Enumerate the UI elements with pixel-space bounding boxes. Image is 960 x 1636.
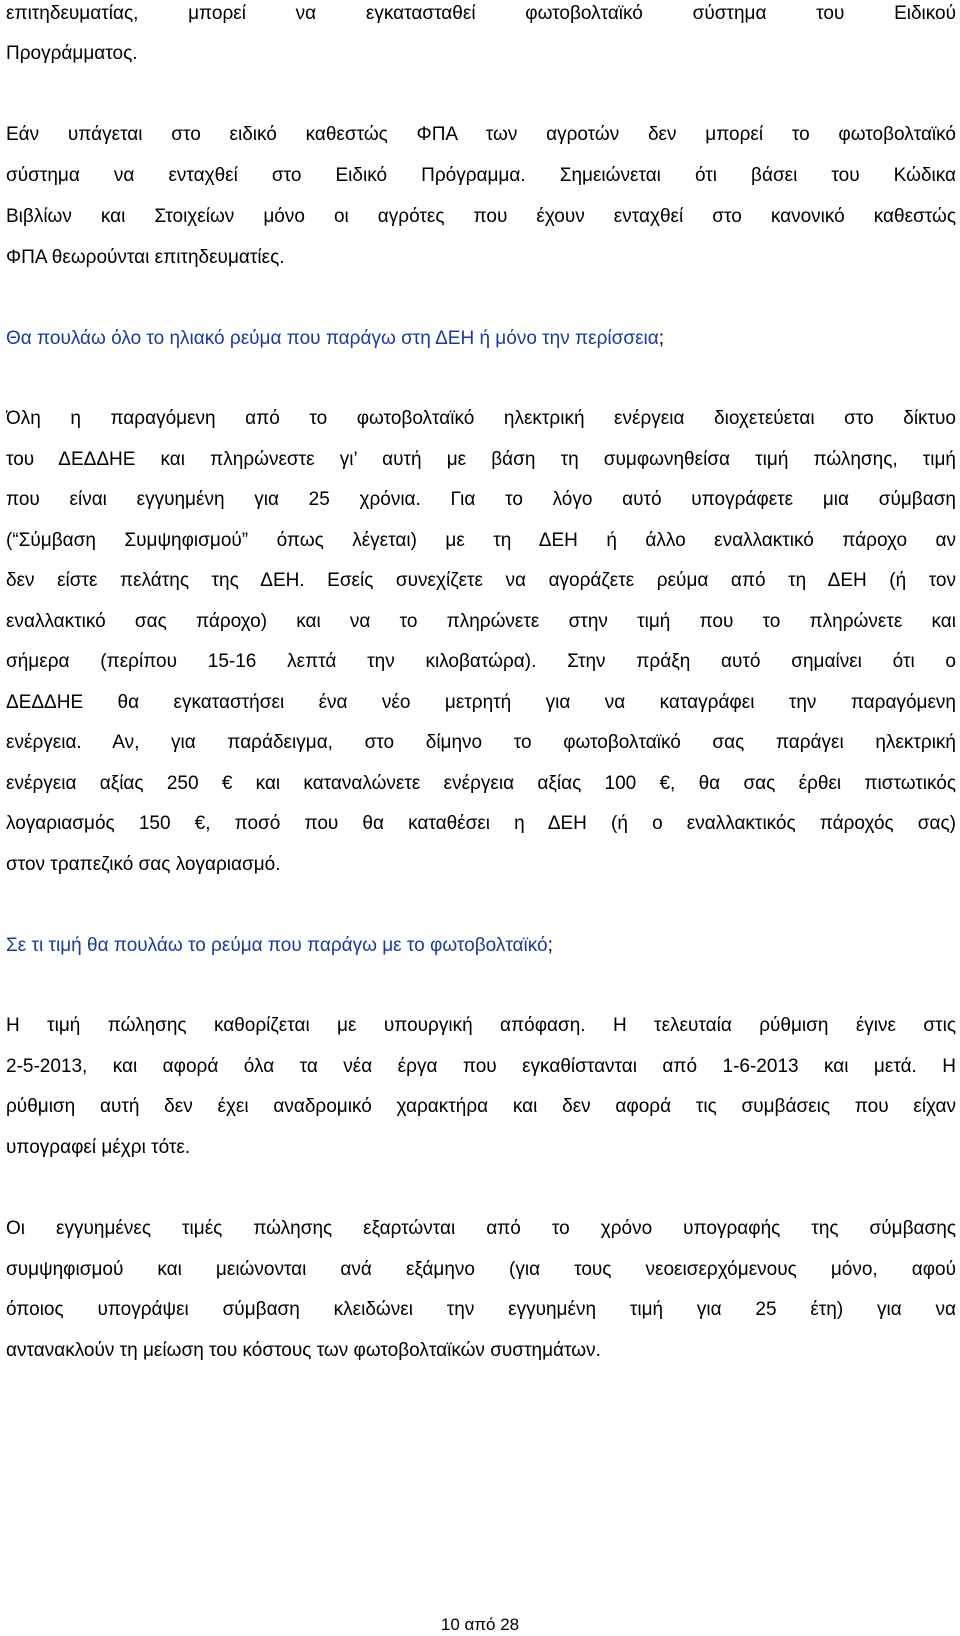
paragraph-line: ενέργεια. Αν, για παράδειγμα, στο δίμηνο το φωτοβολταϊκό σας παράγει ηλεκτρική (6, 732, 956, 753)
paragraph-line: όποιος υπογράψει σύμβαση κλειδώνει την εγγυημένη τιμή για 25 έτη) για να (6, 1299, 956, 1320)
paragraph-line: αντανακλούν τη μείωση του κόστους των φωτοβολταϊκών συστημάτων. (6, 1340, 601, 1361)
question-heading (6, 326, 956, 352)
paragraph-line: ενέργεια αξίας 250 € και καταναλώνετε ενέργεια αξίας 100 €, θα σας έρθει πιστωτικός (6, 773, 956, 794)
paragraph-line: Προγράμματος. (6, 43, 138, 64)
paragraph-line: Οι εγγυημένες τιμές πώλησης εξαρτώνται από το χρόνο υπογραφής της σύμβασης (6, 1218, 956, 1239)
question-heading (6, 933, 956, 959)
paragraph-line: Όλη η παραγόμενη από το φωτοβολταϊκό ηλεκτρική ενέργεια διοχετεύεται στο δίκτυο (6, 408, 956, 429)
paragraph-line: στον τραπεζικό σας λογαριασμό. (6, 854, 281, 875)
paragraph-line: σήμερα (περίπου 15-16 λεπτά την κιλοβατώρα). Στην πράξη αυτό σημαίνει ότι ο (6, 651, 956, 672)
paragraph-line: ΦΠΑ θεωρούνται επιτηδευματίες. (6, 247, 285, 268)
paragraph-line: σύστημα να ενταχθεί στο Ειδικό Πρόγραμμα. Σημειώνεται ότι βάσει του Κώδικα (6, 165, 956, 186)
paragraph-line: υπογραφεί μέχρι τότε. (6, 1137, 191, 1158)
page-number: 10 από 28 (440, 1615, 520, 1634)
question-text: Θα πουλάω όλο το ηλιακό ρεύμα που παράγω στη ΔΕΗ ή μόνο την περίσσεια (6, 328, 659, 349)
paragraph-line: Η τιμή πώλησης καθορίζεται με υπουργική απόφαση. Η τελευταία ρύθμιση έγινε στις (6, 1015, 956, 1036)
question-mark: ; (547, 935, 553, 956)
paragraph-line: που είναι εγγυημένη για 25 χρόνια. Για το λόγο αυτό υπογράφετε μια σύμβαση (6, 489, 956, 510)
question-mark: ; (658, 328, 665, 349)
paragraph-line: συμψηφισμού και μειώνονται ανά εξάμηνο (για τους νεοεισερχόμενους μόνο, αφού (6, 1259, 956, 1280)
paragraph-line: ΔΕΔΔΗΕ θα εγκαταστήσει ένα νέο μετρητή για να καταγράφει την παραγόμενη (6, 692, 956, 713)
paragraph-line: λογαριασμός 150 €, ποσό που θα καταθέσει η ΔΕΗ (ή ο εναλλακτικός πάροχός σας) (6, 813, 956, 834)
paragraph-line: ρύθμιση αυτή δεν έχει αναδρομικό χαρακτήρα και δεν αφορά τις συμβάσεις που είχαν (6, 1096, 956, 1117)
paragraph-line: εναλλακτικό σας πάροχο) και να το πληρώνετε στην τιμή που το πληρώνετε και (6, 611, 956, 632)
paragraph-line: δεν είστε πελάτης της ΔΕΗ. Εσείς συνεχίζετε να αγοράζετε ρεύμα από τη ΔΕΗ (ή τον (6, 570, 956, 591)
paragraph-line: 2-5-2013, και αφορά όλα τα νέα έργα που εγκαθίστανται από 1-6-2013 και μετά. Η (6, 1056, 956, 1077)
paragraph-line: Βιβλίων και Στοιχείων μόνο οι αγρότες που έχουν ενταχθεί στο κανονικό καθεστώς (6, 206, 956, 227)
paragraph-line: επιτηδευματίας, μπορεί να εγκατασταθεί φωτοβολταϊκό σύστημα του Ειδικού (6, 3, 956, 24)
paragraph-line: (“Σύμβαση Συμψηφισμού” όπως λέγεται) με τη ΔΕΗ ή άλλο εναλλακτικό πάροχο αν (6, 530, 956, 551)
question-text: Σε τι τιμή θα πουλάω το ρεύμα που παράγω με το φωτοβολταϊκό (6, 935, 548, 956)
paragraph-line: του ΔΕΔΔΗΕ και πληρώνεστε γι’ αυτή με βάση τη συμφωνηθείσα τιμή πώλησης, τιμή (6, 449, 956, 470)
paragraph-line: Εάν υπάγεται στο ειδικό καθεστώς ΦΠΑ των αγροτών δεν μπορεί το φωτοβολταϊκό (6, 124, 956, 145)
